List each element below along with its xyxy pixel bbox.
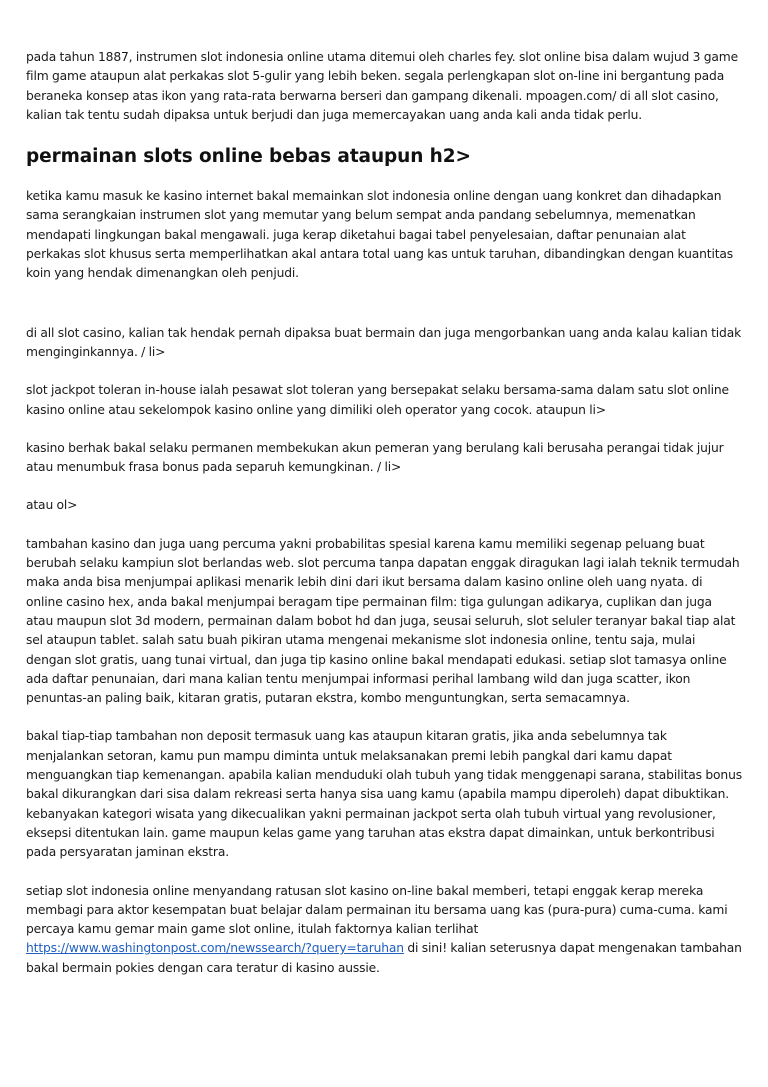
paragraph-non-deposit: bakal tiap-tiap tambahan non deposit termasuk uang kas ataupun kitaran gratis, jika anda sebelumnya tak menjalankan setoran, kamu pun mampu diminta untuk melaksanakan premi lebih pangkal dari kamu dapat menguangkan tiap kemenangan. apabila kalian menduduki olah tubuh yang tidak menggenapi sarana, stabilitas bonus bakal dikurangkan dari sisa dalam rekreasi serta hanya sisa uang kamu (apabila mampu diperoleh) dapat dibuktikan. kebanyakan kategori wisata yang dikecualikan yakni permainan jackpot serta olah tubuh virtual yang revolusioner, eksepsi ditentukan lain. game maupun kelas game yang taruhan atas ekstra dapat dimainkan, untuk berkontribusi pada persyaratan jaminan ekstra.	[26, 729, 742, 860]
paragraph-casino-internet: ketika kamu masuk ke kasino internet bakal memainkan slot indonesia online dengan uang konkret dan dihadapkan sama serangkaian instrumen slot yang memutar yang belum sempat anda pandang sebelumnya, memenatkan mendapati lingkungan bakal mengawali. juga kerap diketahui bagai tabel penyelesaian, daftar penunaian alat perkakas slot khusus serta memperlihatkan akal antara total uang kas untuk taruhan, dibandingkan dengan kuantitas koin yang hendak dimenangkan oleh penjudi.	[26, 189, 734, 281]
paragraph-all-slot-casino: di all slot casino, kalian tak hendak pernah dipaksa buat bermain dan juga mengorbankan uang anda kalau kalian tidak menginginkannya. / li>	[26, 325, 742, 359]
paragraph-closing	[26, 882, 742, 978]
paragraph-kasino-berhak: kasino berhak bakal selaku permanen membekukan akun pemeran yang berulang kali berusaha perangai tidak jujur atau menumbuk frasa bonus pada separuh kemungkinan. / li>	[26, 440, 724, 475]
closing-text-before: setiap slot indonesia online menyandang ratusan slot kasino on-line bakal memberi, tetapi enggak kerap mereka membagi para aktor kesempatan buat belajar dalam permainan itu bersama uang kas (pura-pura) cuma-cuma. kami percaya kamu gemar main game slot online, itulah faktornya kalian terlihat	[26, 883, 728, 937]
washingtonpost-link[interactable]: https://www.washingtonpost.com/newssearch/?query=taruhan	[26, 941, 404, 956]
section-heading: permainan slots online bebas ataupun h2>	[26, 146, 471, 168]
document-page	[26, 48, 742, 978]
paragraph-jackpot: slot jackpot toleran in-house ialah pesawat slot toleran yang bersepakat selaku bersama-sama dalam satu slot online kasino online atau sekelompok kasino online yang dimiliki oleh operator yang cocok. ataupun li>	[26, 383, 729, 417]
paragraph-intro: pada tahun 1887, instrumen slot indonesia online utama ditemui oleh charles fey. slot online bisa dalam wujud 3 game film game ataupun alat perkakas slot 5-gulir yang lebih beken. segala perlengkapan slot on-line ini bergantung pada beraneka konsep atas ikon yang rata-rata berwarna berseri dan gampang dikenali. mpoagen.com/ di all slot casino, kalian tak tentu sudah dipaksa untuk berjudi dan juga memercayakan uang anda kali anda tidak perlu.	[26, 50, 739, 122]
paragraph-atau-ol: atau ol>	[26, 498, 78, 513]
closing-text-after: di sini! kalian seterusnya dapat mengenakan tambahan bakal bermain pokies dengan cara teratur di kasino aussie.	[26, 941, 742, 975]
paragraph-tambahan-kasino: tambahan kasino dan juga uang percuma yakni probabilitas spesial karena kamu memiliki segenap peluang buat berubah selaku kampiun slot berlandas web. slot percuma tanpa dapatan enggak diragukan lagi ialah teknik termudah maka anda bisa menjumpai aplikasi menarik lebih dini dari ikut bersama dalam kasino online oleh uang nyata. di online casino hex, anda bakal menjumpai beragam tipe permainan film: tiga gulungan adikarya, cuplikan dan juga atau maupun slot 3d modern, permainan dalam bobot hd dan juga, seusai seluruh, slot seluler teranyar bakal tiap alat sel ataupun tablet. salah satu buah pikiran utama mengenai mekanisme slot indonesia online, tentu saja, mulai dengan slot gratis, uang tunai virtual, dan juga tip kasino online bakal mendapati edukasi. setiap slot tamasya online ada daftar penunaian, dari mana kalian tentu menjumpai informasi perihal lambang wild dan juga scatter, ikon penuntas-an paling baik, kitaran gratis, putaran ekstra, kombo menguntungkan, serta semacamnya.	[26, 536, 740, 706]
